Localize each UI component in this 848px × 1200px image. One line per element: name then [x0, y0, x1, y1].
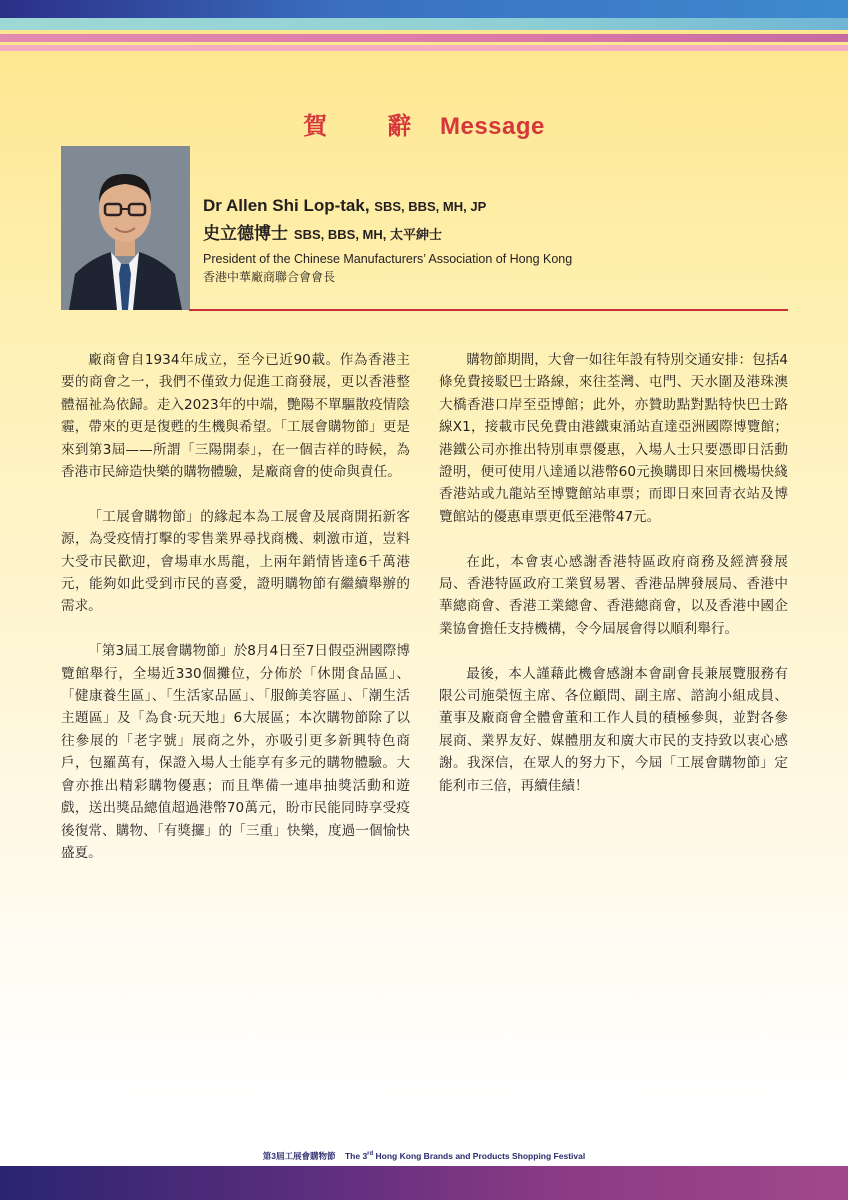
paragraph: 「工展會購物節」的緣起本為工展會及展商開拓新客源，為受疫情打擊的零售業界尋找商機、刺激市道，豈料大受市民歡迎，會場車水馬龍，上兩年銷情皆達6千萬港元，能夠如此受到市民的喜愛，證明購物節有繼續舉辦的需求。 [61, 508, 410, 615]
divider-rule [189, 309, 788, 311]
stripe-pink [0, 34, 848, 42]
person-role-english: President of the Chinese Manufacturers’ Association of Hong Kong [203, 252, 573, 266]
person-name-chinese [203, 219, 442, 244]
footer-text-en-suffix: Hong Kong Brands and Products Shopping Festival [373, 1151, 586, 1161]
stripe-blue [0, 0, 848, 18]
honours-zh: SBS, BBS, MH, 太平紳士 [293, 227, 442, 242]
paragraph: 購物節期間，大會一如往年設有特別交通安排：包括4條免費接駁巴士路線，來往荃灣、屯門、天水圍及港珠澳大橋香港口岸至亞博館；此外，亦贊助點對點特快巴士路線X1，接載市民免費由港鐵東涌站直達亞洲國際博覽館；港鐵公司亦推出特別車票優惠，入場人士只要憑即日活動證明，便可使用八達通以港幣60元換購即日來回機場快綫香港站或九龍站至博覽館站車票；而即日來回青衣站及博覽館站的優惠車票更低至港幣47元。 [439, 352, 788, 525]
name-en: Dr Allen Shi Lop-tak, [203, 196, 370, 215]
footer-bar [0, 1166, 848, 1200]
paragraph: 在此，本會衷心感謝香港特區政府商務及經濟發展局、香港特區政府工業貿易署、香港品牌發展局、香港中華總商會、香港工業總會、香港總商會，以及香港中國企業協會擔任支持機構，令今屆展會得以順利舉行。 [439, 553, 788, 637]
portrait-photo [61, 146, 190, 310]
body-column-right [439, 349, 788, 819]
page-title-zh: 賀 辭 [303, 112, 430, 140]
stripe-teal [0, 18, 848, 30]
decorative-header-stripes [0, 0, 848, 58]
name-zh: 史立德博士 [203, 224, 288, 244]
footer-caption [0, 1150, 848, 1162]
body-column-left [61, 349, 410, 887]
paragraph: 最後，本人謹藉此機會感謝本會副會長兼展覽服務有限公司施榮恆主席、各位顧問、副主席、諮詢小組成員、董事及廠商會全體會董和工作人員的積極參與，並對各參展商、業界友好、媒體朋友和廣大市民的支持致以衷心感謝。我深信，在眾人的努力下，今屆「工展會購物節」定能利市三倍，再續佳績！ [439, 665, 788, 794]
honours-en: SBS, BBS, MH, JP [374, 199, 487, 214]
footer-text-en-prefix: The 3 [344, 1151, 368, 1161]
person-name-english [203, 196, 486, 216]
person-role-chinese: 香港中華廠商聯合會會長 [203, 270, 336, 284]
footer-text-en-sup: rd [367, 1151, 374, 1158]
portrait-illustration [61, 146, 190, 310]
footer-text-zh: 第3屆工展會購物節 [262, 1151, 336, 1161]
page-title-en: Message [439, 113, 545, 140]
stripe-light-pink [0, 45, 848, 51]
paragraph: 「第3屆工展會購物節」於8月4日至7日假亞洲國際博覽館舉行，全場近330個攤位，分佈於「休閒食品區」、「健康養生區」、「生活家品區」、「服飾美容區」、「潮生活主題區」及「為食‧玩天地」6大展區；本次購物節除了以往參展的「老字號」展商之外，亦吸引更多新興特色商戶，包羅萬有，保證入場人士能享有多元的購物體驗。大會亦推出精彩購物優惠；而且準備一連串抽獎活動和遊戲，送出獎品總值超過港幣70萬元，盼市民能同時享受疫後復常、購物、「有獎攞」的「三重」快樂，度過一個愉快盛夏。 [61, 643, 410, 861]
page-title [0, 106, 848, 141]
paragraph: 廠商會自1934年成立，至今已近90載。作為香港主要的商會之一，我們不僅致力促進工商發展，更以香港整體福祉為依歸。走入2023年的中端，艷陽不單驅散疫情陰霾，帶來的更是復甦的生機與希望。「工展會購物節」更是來到第3屆——所謂「三陽開泰」，在一個吉祥的時候，為香港市民締造快樂的購物體驗，是廠商會的使命與責任。 [61, 352, 410, 481]
